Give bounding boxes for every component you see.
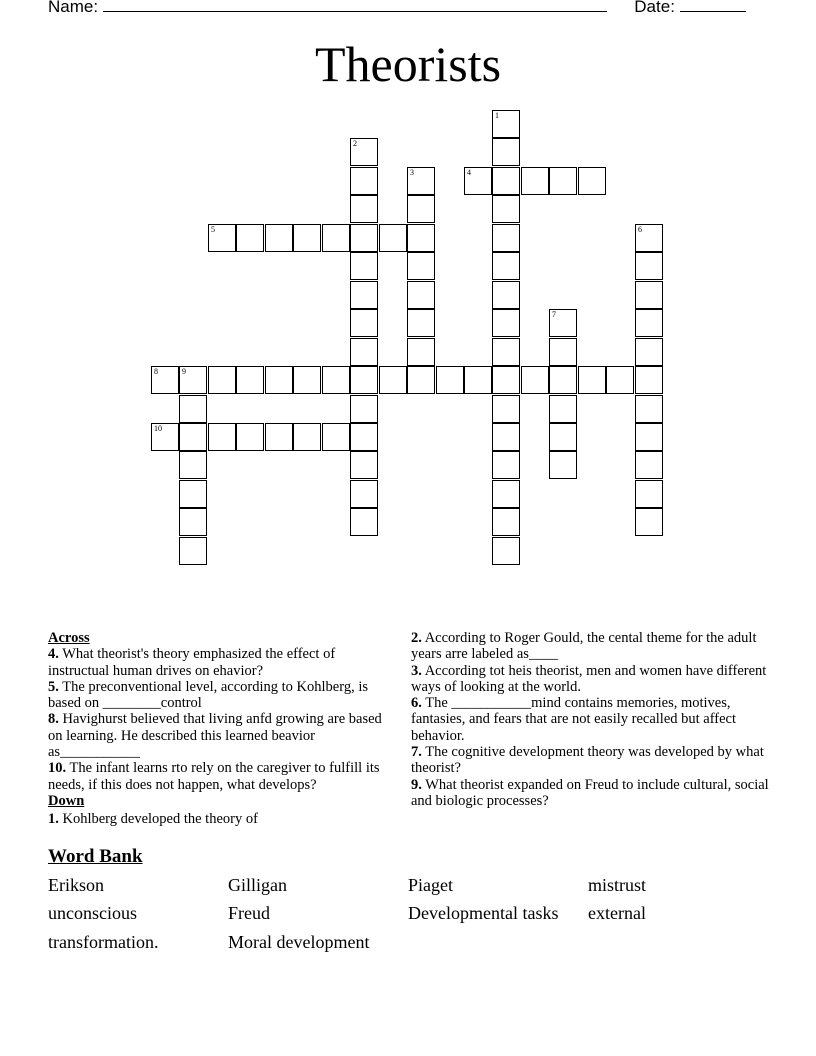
- crossword-cell[interactable]: [350, 224, 378, 252]
- crossword-cell[interactable]: [492, 338, 520, 366]
- crossword-cell[interactable]: [293, 366, 321, 394]
- crossword-cell[interactable]: [521, 167, 549, 195]
- crossword-cell[interactable]: [265, 366, 293, 394]
- crossword-cell[interactable]: [379, 366, 407, 394]
- crossword-cell[interactable]: [521, 366, 549, 394]
- crossword-cell[interactable]: [322, 224, 350, 252]
- crossword-cell[interactable]: [436, 366, 464, 394]
- crossword-cell[interactable]: [350, 138, 378, 166]
- clue-number: 3: [410, 168, 414, 177]
- crossword-cell[interactable]: [492, 252, 520, 280]
- date-label: Date:: [634, 0, 675, 16]
- clue-across-5: 5. The preconventional level, according to Kohlberg, is based on ________control: [48, 678, 368, 712]
- word-bank-item: mistrust: [588, 875, 647, 895]
- crossword-cell[interactable]: [635, 451, 663, 479]
- crossword-cell[interactable]: [492, 167, 520, 195]
- clue-number: 8: [154, 367, 158, 376]
- crossword-cell[interactable]: [179, 451, 207, 479]
- crossword-cell[interactable]: [350, 451, 378, 479]
- crossword-cell[interactable]: [492, 110, 520, 138]
- clue-down-7: 7. The cognitive development theory was developed by what theorist?: [411, 744, 764, 777]
- word-bank-item: Moral development: [228, 932, 370, 952]
- crossword-cell[interactable]: [492, 281, 520, 309]
- crossword-cell[interactable]: [265, 224, 293, 252]
- crossword-cell[interactable]: [635, 423, 663, 451]
- down-heading: Down: [48, 792, 85, 809]
- crossword-cell[interactable]: [578, 167, 606, 195]
- crossword-cell[interactable]: [492, 423, 520, 451]
- crossword-cell[interactable]: [350, 309, 378, 337]
- across-heading: Across: [48, 630, 90, 646]
- crossword-cell[interactable]: [407, 366, 435, 394]
- crossword-cell[interactable]: [350, 395, 378, 423]
- crossword-cell[interactable]: [350, 480, 378, 508]
- crossword-cell[interactable]: [492, 366, 520, 394]
- crossword-cell[interactable]: [407, 309, 435, 337]
- clue-number: 10: [154, 424, 162, 433]
- crossword-cell[interactable]: [350, 252, 378, 280]
- crossword-cell[interactable]: [407, 195, 435, 223]
- crossword-cell[interactable]: [549, 423, 577, 451]
- crossword-cell[interactable]: [492, 138, 520, 166]
- name-label: Name:: [48, 0, 99, 16]
- word-bank-item: Freud: [228, 903, 270, 923]
- crossword-cell[interactable]: [464, 366, 492, 394]
- clues-left-column: [48, 630, 394, 828]
- crossword-cell[interactable]: [179, 508, 207, 536]
- clue-down-6: 6. The ___________mind contains memories, motives, fantasies, and fears that are not easily recalled but affect behavior.: [411, 695, 737, 744]
- clue-down-1: 1. Kohlberg developed the theory of: [48, 811, 258, 828]
- crossword-cell[interactable]: [549, 167, 577, 195]
- crossword-cell[interactable]: [350, 508, 378, 536]
- crossword-cell[interactable]: [492, 309, 520, 337]
- crossword-cell[interactable]: [179, 423, 207, 451]
- clue-across-4: 4. What theorist's theory emphasized the effect of instructual human drives on ehavior?: [48, 646, 336, 679]
- clue-across-10: 10. The infant learns rto rely on the caregiver to fulfill its needs, if this does not happen, what develops?: [48, 760, 380, 793]
- clue-number: 5: [211, 225, 215, 234]
- crossword-cell[interactable]: [492, 480, 520, 508]
- crossword-cell[interactable]: [350, 366, 378, 394]
- crossword-cell[interactable]: [350, 195, 378, 223]
- clues-right-column: [411, 630, 771, 809]
- crossword-cell[interactable]: [635, 366, 663, 394]
- crossword-cell[interactable]: [322, 366, 350, 394]
- clue-number: 4: [467, 168, 471, 177]
- crossword-cell[interactable]: [407, 167, 435, 195]
- crossword-cell[interactable]: [293, 423, 321, 451]
- crossword-cell[interactable]: [635, 281, 663, 309]
- crossword-cell[interactable]: [549, 338, 577, 366]
- clue-down-9: 9. What theorist expanded on Freud to include cultural, social and biologic processes?: [411, 776, 769, 809]
- clue-across-8: 8. Havighurst believed that living anfd growing are based on learning. He described this learned beavior as___________: [48, 711, 382, 761]
- crossword-cell[interactable]: [635, 309, 663, 337]
- crossword-cell[interactable]: [151, 423, 179, 451]
- crossword-cell[interactable]: [407, 338, 435, 366]
- crossword-cell[interactable]: [322, 423, 350, 451]
- crossword-cell[interactable]: [635, 508, 663, 536]
- crossword-cell[interactable]: [549, 309, 577, 337]
- crossword-cell[interactable]: [179, 537, 207, 565]
- crossword-cell[interactable]: [236, 224, 264, 252]
- crossword-cell[interactable]: [350, 281, 378, 309]
- crossword-cell[interactable]: [464, 167, 492, 195]
- crossword-cell[interactable]: [407, 224, 435, 252]
- crossword-cell[interactable]: [635, 480, 663, 508]
- crossword-cell[interactable]: [492, 451, 520, 479]
- crossword-cell[interactable]: [179, 366, 207, 394]
- crossword-cell[interactable]: [492, 224, 520, 252]
- crossword-cell[interactable]: [265, 423, 293, 451]
- word-bank-title: Word Bank: [48, 846, 143, 867]
- crossword-cell[interactable]: [606, 366, 634, 394]
- crossword-cell[interactable]: [635, 338, 663, 366]
- crossword-cell[interactable]: [293, 224, 321, 252]
- crossword-cell[interactable]: [635, 395, 663, 423]
- word-bank-item: external: [588, 903, 646, 923]
- clue-number: 1: [495, 111, 499, 120]
- crossword-cell[interactable]: [236, 366, 264, 394]
- crossword-cell[interactable]: [350, 338, 378, 366]
- crossword-cell[interactable]: [492, 508, 520, 536]
- word-bank-item: unconscious: [48, 903, 137, 923]
- crossword-cell[interactable]: [407, 252, 435, 280]
- crossword-cell[interactable]: [208, 224, 236, 252]
- page-title: Theorists: [314, 36, 502, 92]
- crossword-cell[interactable]: [492, 537, 520, 565]
- clue-number: 2: [353, 139, 357, 148]
- crossword-cell[interactable]: [635, 252, 663, 280]
- crossword-cell[interactable]: [350, 167, 378, 195]
- clue-number: 9: [182, 367, 186, 376]
- word-bank-item: Developmental tasks: [408, 903, 559, 923]
- crossword-cell[interactable]: [549, 366, 577, 394]
- crossword-cell[interactable]: [635, 224, 663, 252]
- crossword-cell[interactable]: [549, 451, 577, 479]
- crossword-cell[interactable]: [208, 423, 236, 451]
- crossword-cell[interactable]: [236, 423, 264, 451]
- clue-number: 7: [552, 310, 556, 319]
- crossword-cell[interactable]: [549, 395, 577, 423]
- crossword-cell[interactable]: [492, 195, 520, 223]
- word-bank-item: Piaget: [408, 875, 453, 895]
- clue-down-3: 3. According tot heis theorist, men and women have different ways of looking at the world.: [411, 662, 767, 695]
- clue-number: 6: [638, 225, 642, 234]
- crossword-cell[interactable]: [179, 395, 207, 423]
- crossword-cell[interactable]: [151, 366, 179, 394]
- word-bank-item: Erikson: [48, 875, 104, 895]
- crossword-cell[interactable]: [578, 366, 606, 394]
- crossword-cell[interactable]: [379, 224, 407, 252]
- word-bank-item: Gilligan: [228, 875, 287, 895]
- crossword-cell[interactable]: [208, 366, 236, 394]
- clue-down-2: 2. According to Roger Gould, the cental theme for the adult years arre labeled as____: [411, 630, 757, 663]
- crossword-cell[interactable]: [407, 281, 435, 309]
- crossword-cell[interactable]: [350, 423, 378, 451]
- word-bank-item: transformation.: [48, 932, 159, 952]
- crossword-cell[interactable]: [179, 480, 207, 508]
- crossword-cell[interactable]: [492, 395, 520, 423]
